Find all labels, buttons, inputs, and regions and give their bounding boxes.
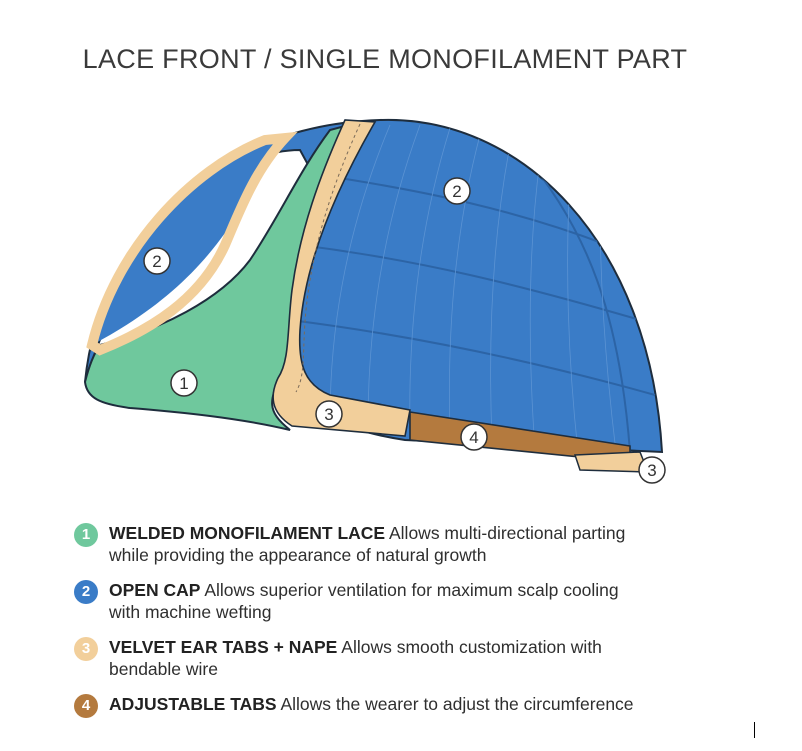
legend-text: bendable wire — [109, 659, 218, 679]
legend-text: with machine wefting — [109, 602, 272, 622]
legend-text: while providing the appearance of natural growth — [109, 545, 487, 565]
callout-2-left — [144, 248, 170, 274]
legend-item-adjustable — [74, 693, 774, 715]
legend-item-lace — [74, 522, 774, 566]
svg-text:1: 1 — [179, 374, 189, 393]
legend-number-badge: 4 — [74, 694, 98, 718]
legend-item-velvet — [74, 636, 774, 680]
callout-1 — [171, 370, 197, 396]
legend-name: OPEN CAP — [109, 580, 201, 600]
callout-2-top — [444, 178, 470, 204]
legend-number-badge: 3 — [74, 637, 98, 661]
diagram-title: LACE FRONT / SINGLE MONOFILAMENT PART — [82, 44, 688, 74]
svg-text:2: 2 — [452, 182, 462, 201]
legend-name: ADJUSTABLE TABS — [109, 694, 277, 714]
callout-3-back — [639, 457, 665, 483]
legend-text: Allows the wearer to adjust the circumference — [280, 694, 634, 714]
text-cursor — [754, 722, 755, 738]
callout-3-front — [316, 401, 342, 427]
legend-number-badge: 2 — [74, 580, 98, 604]
legend-text: Allows superior ventilation for maximum scalp cooling — [204, 580, 619, 600]
legend-item-open-cap — [74, 579, 774, 623]
velvet-nape-tab — [575, 452, 648, 472]
svg-text:4: 4 — [469, 428, 479, 447]
legend-text: Allows multi-directional parting — [389, 523, 626, 543]
legend-name: VELVET EAR TABS + NAPE — [109, 637, 338, 657]
legend-text: Allows smooth customization with — [341, 637, 602, 657]
svg-text:3: 3 — [324, 405, 334, 424]
legend — [74, 522, 774, 728]
legend-name: WELDED MONOFILAMENT LACE — [109, 523, 386, 543]
svg-text:3: 3 — [647, 461, 657, 480]
svg-text:2: 2 — [152, 252, 162, 271]
legend-number-badge: 1 — [74, 523, 98, 547]
callout-4 — [461, 424, 487, 450]
